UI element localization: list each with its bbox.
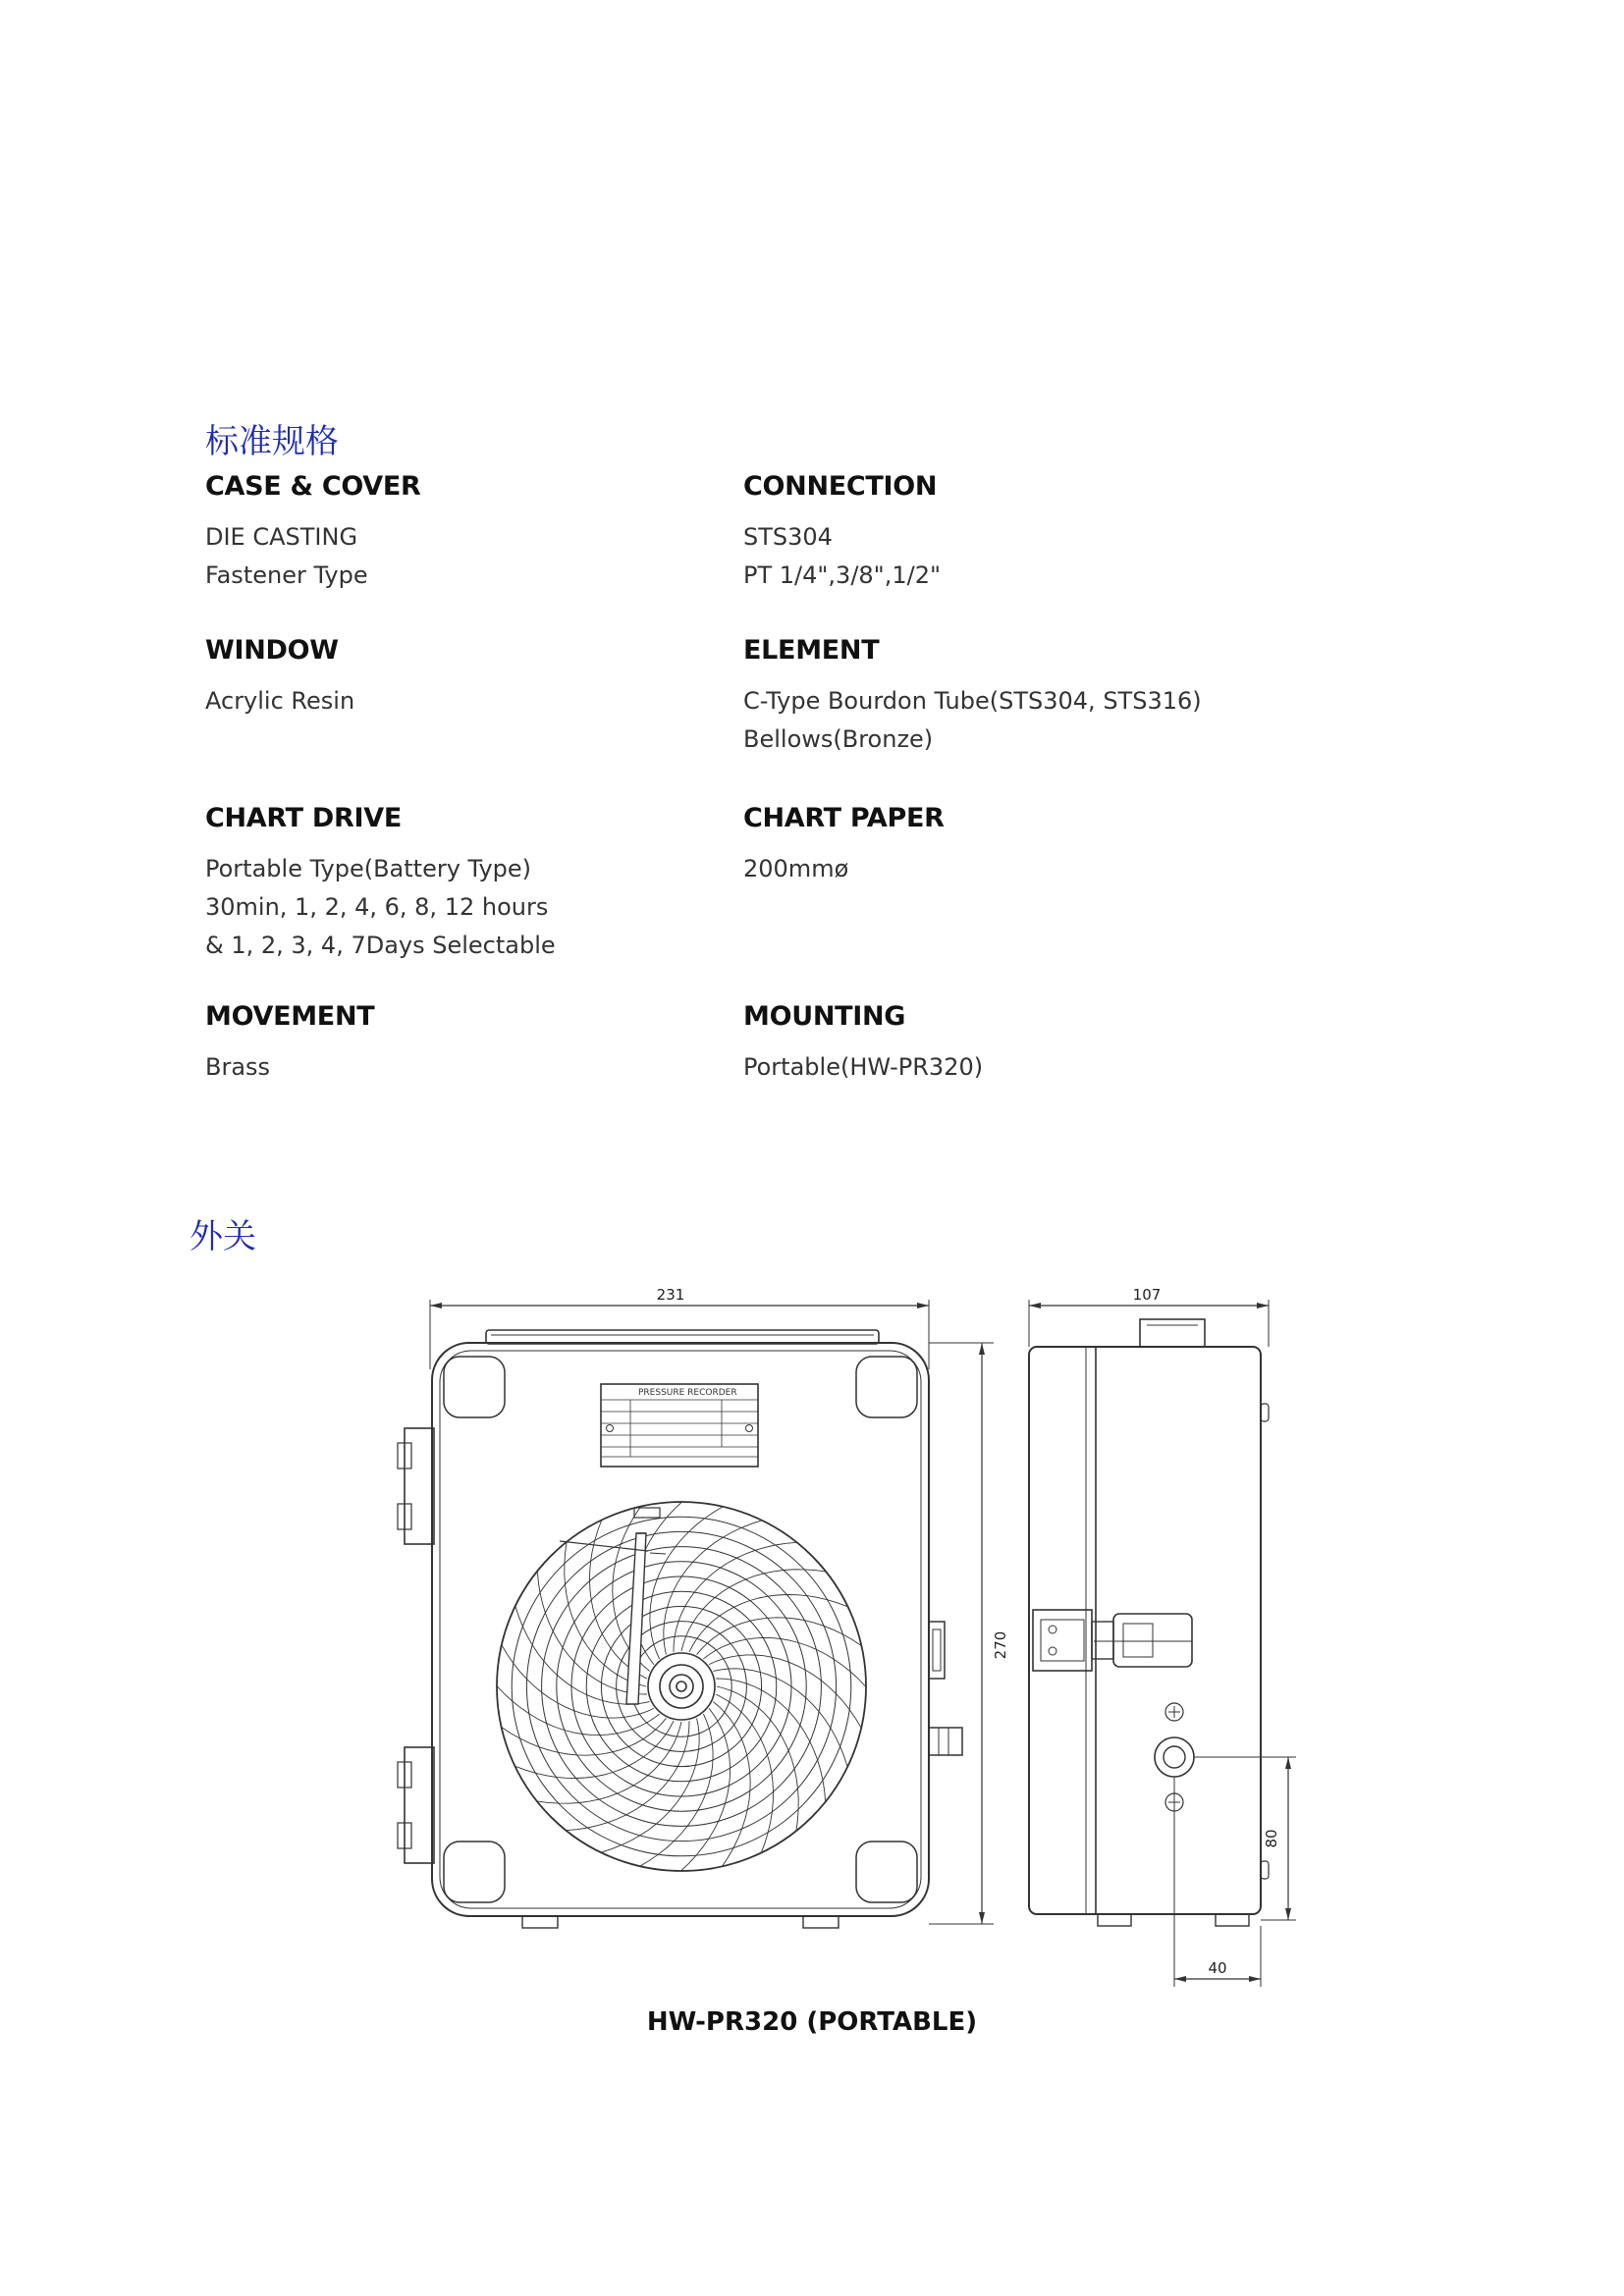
technical-drawing xyxy=(393,1276,1316,2002)
chart-time-arc xyxy=(664,1521,762,1655)
spec-title: WINDOW xyxy=(205,635,339,666)
spec-line: Brass xyxy=(205,1053,271,1081)
spec-element xyxy=(743,633,1381,759)
spec-movement xyxy=(205,999,696,1087)
spec-window xyxy=(205,633,696,721)
side-case xyxy=(1029,1347,1261,1914)
spec-title: ELEMENT xyxy=(743,635,880,666)
spec-line: DIE CASTING xyxy=(205,523,358,551)
spec-line: Portable(HW-PR320) xyxy=(743,1053,984,1081)
dim-offset-v: 80 xyxy=(1263,1829,1280,1848)
spec-line: 200mmø xyxy=(743,855,849,882)
spec-line: PT 1/4",3/8",1/2" xyxy=(743,561,942,589)
spec-title: MOVEMENT xyxy=(205,1001,375,1032)
spec-title: MOUNTING xyxy=(743,1001,906,1032)
spec-line: 30min, 1, 2, 4, 6, 8, 12 hours xyxy=(205,893,549,921)
spec-line: & 1, 2, 3, 4, 7Days Selectable xyxy=(205,932,556,959)
dim-height: 270 xyxy=(992,1630,1009,1660)
spec-title: CHART DRIVE xyxy=(205,803,402,833)
spec-chart-paper xyxy=(743,801,1234,888)
spec-line: Portable Type(Battery Type) xyxy=(205,855,532,882)
spec-title: CONNECTION xyxy=(743,471,938,502)
spec-title: CHART PAPER xyxy=(743,803,945,833)
chart-time-arc xyxy=(716,1694,773,1853)
spec-line: C-Type Bourdon Tube(STS304, STS316) xyxy=(743,687,1202,715)
chart-time-arc xyxy=(689,1595,848,1652)
chart-time-arc xyxy=(601,1718,699,1852)
spec-case-cover xyxy=(205,469,696,595)
drawing-caption: HW-PR320 (PORTABLE) xyxy=(646,2007,978,2037)
appearance-heading: 外关 xyxy=(189,1217,256,1256)
chart-time-arc xyxy=(713,1669,847,1767)
spec-line: STS304 xyxy=(743,523,833,551)
spec-connection xyxy=(743,469,1234,595)
spec-chart-drive xyxy=(205,801,696,965)
dim-offset-h: 40 xyxy=(1208,1959,1227,1977)
nameplate-title: PRESSURE RECORDER xyxy=(638,1388,737,1398)
spec-line: Bellows(Bronze) xyxy=(743,725,934,753)
dim-width: 231 xyxy=(656,1286,685,1304)
dim-depth: 107 xyxy=(1132,1286,1162,1304)
spec-line: Acrylic Resin xyxy=(205,687,355,715)
spec-title: CASE & COVER xyxy=(205,471,421,502)
chart-time-arc xyxy=(514,1721,674,1778)
specs-heading: 标准规格 xyxy=(205,422,339,461)
spec-line: Fastener Type xyxy=(205,561,368,589)
spec-mounting xyxy=(743,999,1234,1087)
